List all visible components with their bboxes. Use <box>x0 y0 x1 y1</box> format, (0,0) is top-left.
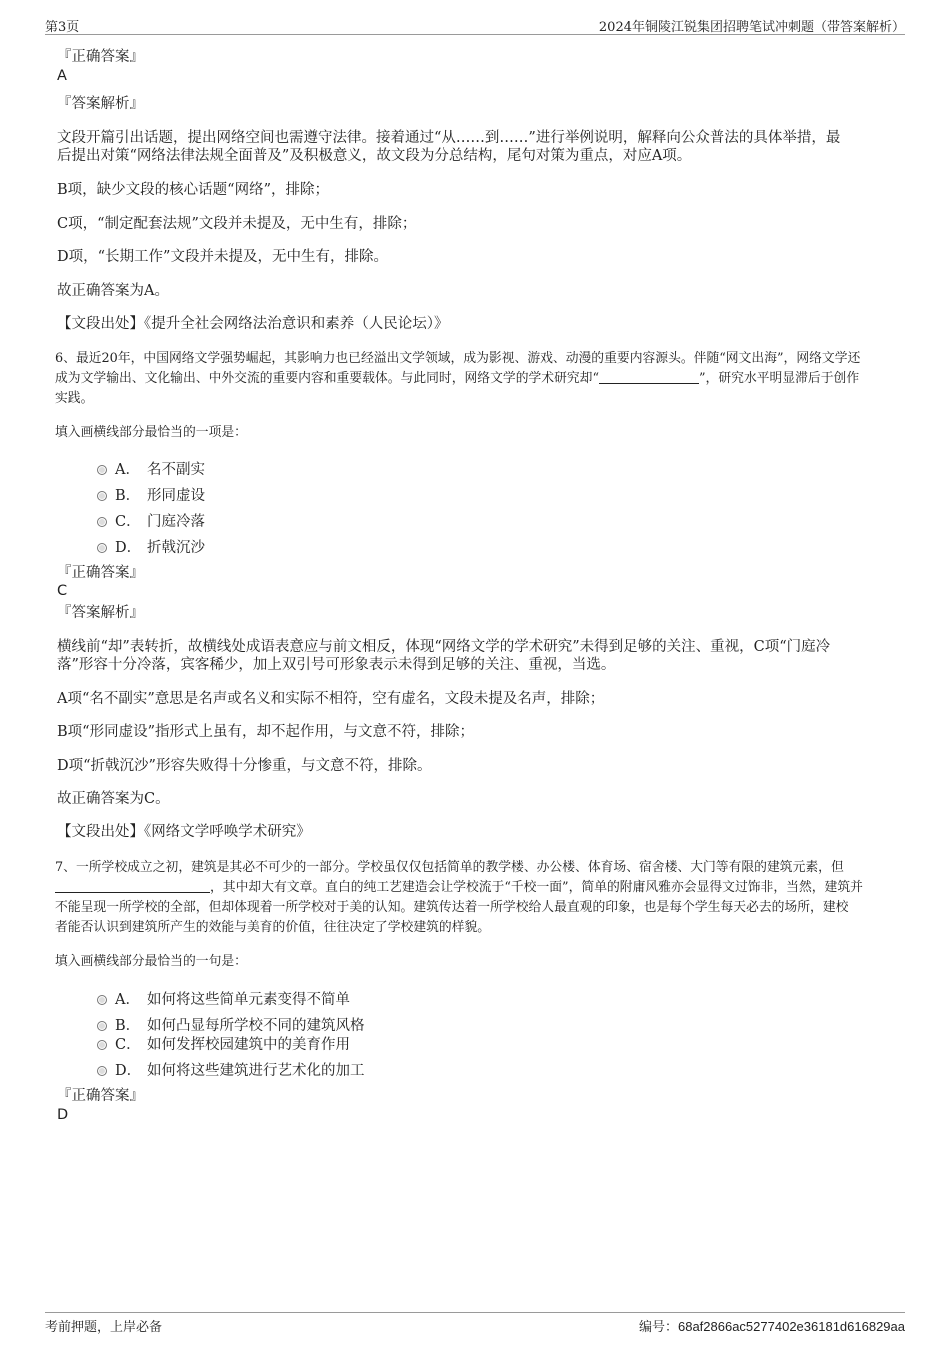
option-text: 形同虚设 <box>147 488 205 504</box>
page-footer <box>45 1312 905 1335</box>
option-letter: A． <box>115 462 140 478</box>
option-text: 折戟沉沙 <box>147 540 205 556</box>
q6-stem-line1: 6、最近20年，中国网络文学强势崛起，其影响力也已经溢出文学领域，成为影视、游戏、动漫的重要内容源头。伴随“网文出海”，网络文学还 <box>55 351 861 366</box>
q5-source: 【文段出处】《提升全社会网络法治意识和素养（人民论坛）》 <box>57 316 449 332</box>
q5-analysis-c: C项，“制定配套法规”文段并未提及，无中生有，排除； <box>57 216 417 232</box>
radio-icon[interactable] <box>97 543 107 553</box>
q7-option-b[interactable] <box>97 1014 365 1035</box>
q5-answer-label: 『正确答案』 <box>57 49 144 65</box>
q6-conclusion: 故正确答案为C。 <box>57 791 170 807</box>
q6-option-d[interactable] <box>97 536 205 557</box>
q6-prompt: 填入画横线部分最恰当的一项是： <box>55 425 247 440</box>
radio-icon[interactable] <box>97 1021 107 1031</box>
q6-answer-label: 『正确答案』 <box>57 565 144 581</box>
page-header <box>45 14 905 35</box>
q7-option-c[interactable] <box>97 1033 350 1054</box>
q7-stem-line2 <box>55 878 863 897</box>
option-text: 门庭冷落 <box>147 514 205 530</box>
option-text: 如何凸显每所学校不同的建筑风格 <box>147 1018 365 1034</box>
q5-analysis-b: B项，缺少文段的核心话题“网络”，排除； <box>57 182 329 198</box>
q6-option-a[interactable] <box>97 458 205 479</box>
q6-stem-line2-a: 成为文学输出、文化输出、中外交流的重要内容和重要载体。与此同时，网络文学的学术研究却“ <box>55 371 600 386</box>
q7-stem-line1: 7、一所学校成立之初，建筑是其必不可少的一部分。学校虽仅仅包括简单的教学楼、办公楼、体育场、宿舍楼、大门等有限的建筑元素，但 <box>55 860 844 875</box>
q6-analysis-line2: 落”形容十分冷落，宾客稀少，加上双引号可形象表示未得到足够的关注、重视，当选。 <box>57 657 616 673</box>
document-title: 2024年铜陵江锐集团招聘笔试冲刺题（带答案解析） <box>598 20 905 35</box>
q7-answer-label: 『正确答案』 <box>57 1088 144 1104</box>
q5-analysis-line2: 后提出对策“网络法律法规全面普及”及积极意义，故文段为分总结构，尾句对策为重点，对应A项。 <box>57 148 692 164</box>
q6-stem-line3: 实践。 <box>55 391 94 406</box>
q6-blank <box>599 371 699 384</box>
q6-analysis-line1: 横线前“却”表转折，故横线处成语表意应与前文相反，体现“网络文学的学术研究”未得到足够的关注、重视，C项“门庭冷 <box>57 639 831 655</box>
option-letter: B． <box>115 1018 141 1034</box>
q7-stem-line3: 不能呈现一所学校的全部，但却体现着一所学校对于美的认知。建筑传达着一所学校给人最直观的印象，也是每个学生每天必去的场所，建校 <box>55 900 849 915</box>
q5-analysis-label: 『答案解析』 <box>57 96 144 112</box>
option-letter: C． <box>115 514 141 530</box>
q7-answer: D <box>57 1107 69 1123</box>
q6-analysis-a: A项“名不副实”意思是名声或名义和实际不相符，空有虚名，文段未提及名声，排除； <box>57 691 605 707</box>
option-text: 如何将这些建筑进行艺术化的加工 <box>147 1063 365 1079</box>
q5-conclusion: 故正确答案为A。 <box>57 283 169 299</box>
q6-option-c[interactable] <box>97 510 205 531</box>
radio-icon[interactable] <box>97 1040 107 1050</box>
radio-icon[interactable] <box>97 491 107 501</box>
option-text: 如何将这些简单元素变得不简单 <box>147 992 350 1008</box>
q5-analysis-line1: 文段开篇引出话题，提出网络空间也需遵守法律。接着通过“从……到……”进行举例说明，解释向公众普法的具体举措，最 <box>57 130 841 146</box>
radio-icon[interactable] <box>97 465 107 475</box>
document-code: 编号：68af2866ac5277402e36181d616829aa <box>638 1319 905 1334</box>
q7-stem-line4: 者能否认识到建筑所产生的效能与美育的价值，往往决定了学校建筑的样貌。 <box>55 920 491 935</box>
q7-option-d[interactable] <box>97 1059 365 1080</box>
radio-icon[interactable] <box>97 517 107 527</box>
option-letter: D． <box>115 540 142 556</box>
option-letter: C． <box>115 1037 141 1053</box>
radio-icon[interactable] <box>97 995 107 1005</box>
option-letter: B． <box>115 488 141 504</box>
q6-analysis-label: 『答案解析』 <box>57 605 144 621</box>
page-number: 第3页 <box>45 20 80 35</box>
option-text: 如何发挥校园建筑中的美育作用 <box>147 1037 350 1053</box>
radio-icon[interactable] <box>97 1066 107 1076</box>
q7-prompt: 填入画横线部分最恰当的一句是： <box>55 954 247 969</box>
q6-analysis-b: B项“形同虚设”指形式上虽有，却不起作用，与文意不符，排除； <box>57 724 474 740</box>
footer-slogan: 考前押题，上岸必备 <box>45 1320 163 1335</box>
q6-source: 【文段出处】《网络文学呼唤学术研究》 <box>57 824 311 840</box>
option-letter: D． <box>115 1063 142 1079</box>
q5-analysis-d: D项，“长期工作”文段并未提及，无中生有，排除。 <box>57 249 388 265</box>
option-text: 名不副实 <box>147 462 205 478</box>
q7-blank <box>55 880 210 893</box>
q5-answer: A <box>57 68 67 84</box>
q6-analysis-d: D项“折戟沉沙”形容失败得十分惨重，与文意不符，排除。 <box>57 758 432 774</box>
q6-option-b[interactable] <box>97 484 205 505</box>
q7-stem-line2-text: ，其中却大有文章。直白的纯工艺建造会让学校流于“千校一面”，简单的附庸风雅亦会显得文过饰非，当然，建筑并 <box>210 880 863 895</box>
q6-stem-line2-b: ”，研究水平明显滞后于创作 <box>699 371 860 386</box>
q6-stem-line2 <box>55 369 859 388</box>
q6-answer: C <box>57 583 68 599</box>
option-letter: A． <box>115 992 140 1008</box>
q7-option-a[interactable] <box>97 988 350 1009</box>
